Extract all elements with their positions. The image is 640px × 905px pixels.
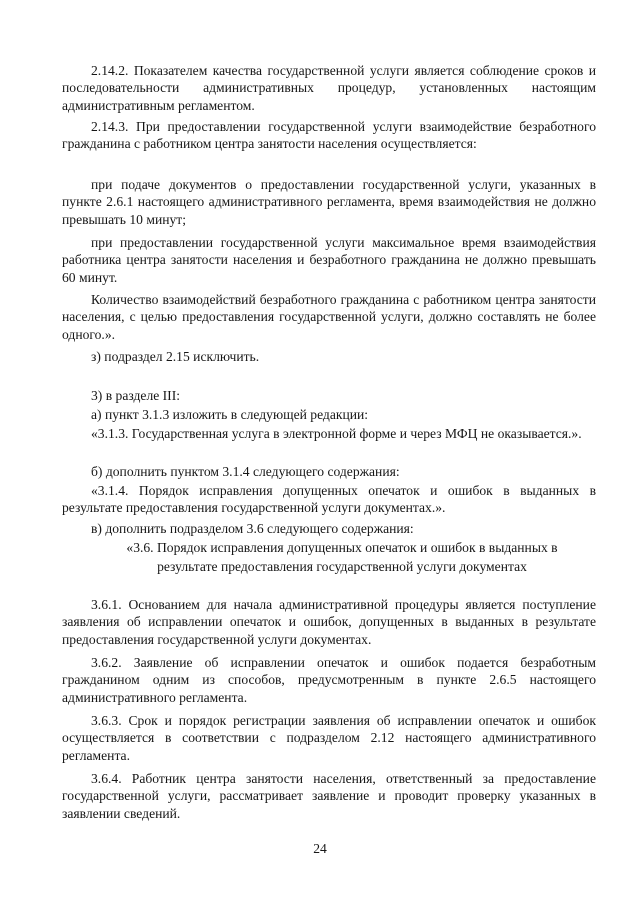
paragraph-max-time: при предоставлении государственной услуги максимальное время взаимодействия работника центра занятости населения и безработного гражданина не должно превышать 60 минут. bbox=[62, 235, 596, 285]
paragraph-3-6-4: 3.6.4. Работник центра занятости населения, ответственный за предоставление государственной услуги, рассматривает заявление и проводит проверку указанных в заявлении сведений. bbox=[62, 771, 596, 821]
paragraph-submission-time: при подаче документов о предоставлении государственной услуги, указанных в пункте 2.6.1 настоящего административного регламента, время взаимодействия не должно превышать 10 минут; bbox=[62, 177, 596, 227]
paragraph-interaction-count: Количество взаимодействий безработного гражданина с работником центра занятости населения, с целью предоставления государственной услуги, должно составлять не более одного.». bbox=[62, 292, 596, 342]
paragraph-3-1-3-text: «3.1.3. Государственная услуга в электронной форме и через МФЦ не оказывается.». bbox=[91, 426, 582, 441]
paragraph-3-6-1: 3.6.1. Основанием для начала административной процедуры является поступление заявления об исправлении опечаток и ошибок, допущенных в выданных в результате предоставления государственной услуги документах. bbox=[62, 597, 596, 647]
paragraph-item-3-1-4: б) дополнить пунктом 3.1.4 следующего содержания: bbox=[91, 464, 400, 479]
paragraph-2-14-2: 2.14.2. Показателем качества государственной услуги является соблюдение сроков и последовательности административных процедур, установленных настоящим административным регламентом. bbox=[62, 63, 596, 113]
heading-3-6-line1: «3.6. Порядок исправления допущенных опечаток и ошибок в выданных в bbox=[126, 540, 558, 555]
paragraph-item-3-1-3: а) пункт 3.1.3 изложить в следующей редакции: bbox=[91, 407, 369, 422]
heading-3-6-line2: результате предоставления государственной услуги документах bbox=[157, 559, 527, 574]
paragraph-3-1-4-text: «3.1.4. Порядок исправления допущенных опечаток и ошибок в выданных в результате предоставления государственной услуги документах.». bbox=[62, 483, 596, 516]
paragraph-section-iii: 3) в разделе III: bbox=[91, 388, 181, 403]
paragraph-subsection-3-6: в) дополнить подразделом 3.6 следующего содержания: bbox=[91, 521, 414, 536]
paragraph-3-6-2: 3.6.2. Заявление об исправлении опечаток и ошибок подается безработным гражданином одним из способов, предусмотренным в пункте 2.6.5 настоящего административного регламента. bbox=[62, 655, 596, 705]
paragraph-3-6-3: 3.6.3. Срок и порядок регистрации заявления об исправлении опечаток и ошибок осуществляется в соответствии с подразделом 2.12 настоящего административного регламента. bbox=[62, 713, 596, 763]
page-number: 24 bbox=[313, 841, 327, 856]
paragraph-2-14-3: 2.14.3. При предоставлении государственной услуги взаимодействие безработного гражданина с работником центра занятости населения осуществляется: bbox=[62, 119, 596, 152]
paragraph-subsection-2-15: з) подраздел 2.15 исключить. bbox=[91, 349, 260, 364]
